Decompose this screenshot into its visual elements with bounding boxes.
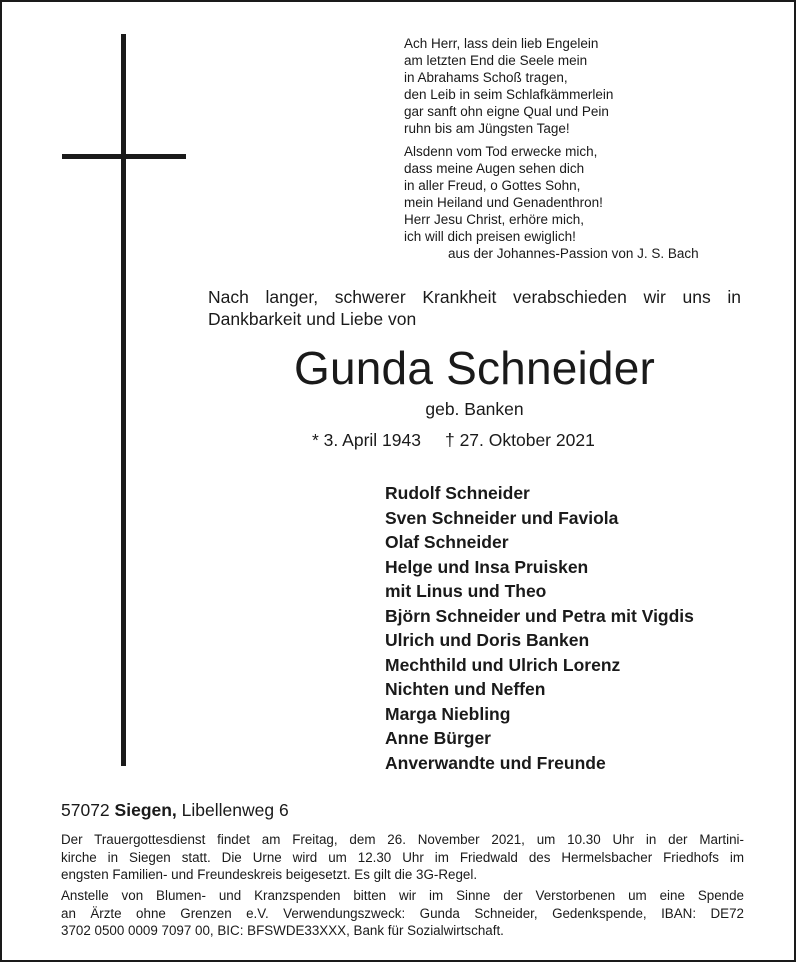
death-date: † 27. Oktober 2021	[444, 430, 595, 450]
donation-info-line: an Ärzte ohne Grenzen e.V. Verwendungszweck: Gunda Schneider, Gedenkspende, IBAN: DE72	[61, 905, 744, 921]
intro-line-2: Dankbarkeit und Liebe von	[208, 309, 417, 329]
poem-line: in Abrahams Schoß tragen,	[404, 70, 568, 85]
mourner-name: Nichten und Neffen	[385, 679, 546, 699]
mourner-name: Sven Schneider und Faviola	[385, 507, 619, 528]
service-info	[61, 831, 744, 884]
donation-info-line: 3702 0500 0009 7097 00, BIC: BFSWDE33XXX, Bank für Sozialwirtschaft.	[61, 923, 504, 938]
poem-line: mein Heiland und Genadenthron!	[404, 195, 603, 210]
poem-line: Ach Herr, lass dein lieb Engelein	[404, 36, 599, 51]
mourner-name: Helge und Insa Pruisken	[385, 556, 589, 577]
cross-icon-beam	[62, 154, 186, 159]
mourners-list	[385, 481, 694, 775]
mourner-name: Rudolf Schneider	[385, 483, 530, 503]
poem-line: Alsdenn vom Tod erwecke mich,	[404, 144, 598, 159]
poem-line: ruhn bis am Jüngsten Tage!	[404, 121, 570, 136]
service-info-line: engsten Familien- und Freundeskreis beigesetzt. Es gilt die 3G-Regel.	[61, 867, 478, 882]
address-city: Siegen,	[114, 800, 177, 820]
poem-line: gar sanft ohn eigne Qual und Pein	[404, 104, 609, 119]
address	[61, 799, 289, 821]
mourner-name: Mechthild und Ulrich Lorenz	[385, 654, 621, 675]
poem-line: den Leib in seim Schlafkämmerlein	[404, 87, 614, 102]
life-dates	[312, 429, 595, 451]
mourner-name: Ulrich und Doris Banken	[385, 630, 590, 650]
mourner-name: Anne Bürger	[385, 728, 491, 748]
poem	[404, 35, 699, 262]
donation-info	[61, 887, 744, 940]
intro-line-1: Nach langer, schwerer Krankheit verabschieden wir uns in	[208, 287, 741, 307]
poem-stanza-1	[404, 35, 699, 137]
poem-line: dass meine Augen sehen dich	[404, 161, 585, 176]
birth-date: * 3. April 1943	[312, 430, 421, 450]
mourner-name: Björn Schneider und Petra mit Vigdis	[385, 605, 694, 626]
mourner-name: mit Linus und Theo	[385, 581, 547, 601]
mourner-name: Anverwandte und Freunde	[385, 752, 606, 773]
donation-info-line: Anstelle von Blumen- und Kranzspenden bitten wir im Sinne der Verstorbenen um eine Spende	[61, 888, 744, 903]
address-street: Libellenweg 6	[181, 800, 289, 820]
poem-line: in aller Freud, o Gottes Sohn,	[404, 178, 581, 193]
service-info-line: Der Trauergottesdienst findet am Freitag, dem 26. November 2021, um 10.30 Uhr in der Martini-	[61, 832, 744, 847]
birth-name: geb. Banken	[425, 399, 524, 419]
cross-icon	[121, 34, 126, 766]
poem-line: am letzten End die Seele mein	[404, 53, 588, 68]
poem-line: ich will dich preisen ewiglich!	[404, 229, 576, 244]
poem-stanza-2	[404, 143, 699, 262]
poem-source: aus der Johannes-Passion von J. S. Bach	[448, 246, 699, 261]
poem-line: Herr Jesu Christ, erhöre mich,	[404, 212, 585, 227]
service-info-line: kirche in Siegen statt. Die Urne wird um 12.30 Uhr im Friedwald des Hermelsbacher Friedhofs im	[61, 849, 744, 865]
intro-text	[208, 286, 741, 330]
mourner-name: Marga Niebling	[385, 703, 511, 724]
deceased-name: Gunda Schneider	[293, 342, 656, 394]
mourner-name: Olaf Schneider	[385, 532, 509, 552]
address-zip: 57072	[61, 800, 110, 820]
